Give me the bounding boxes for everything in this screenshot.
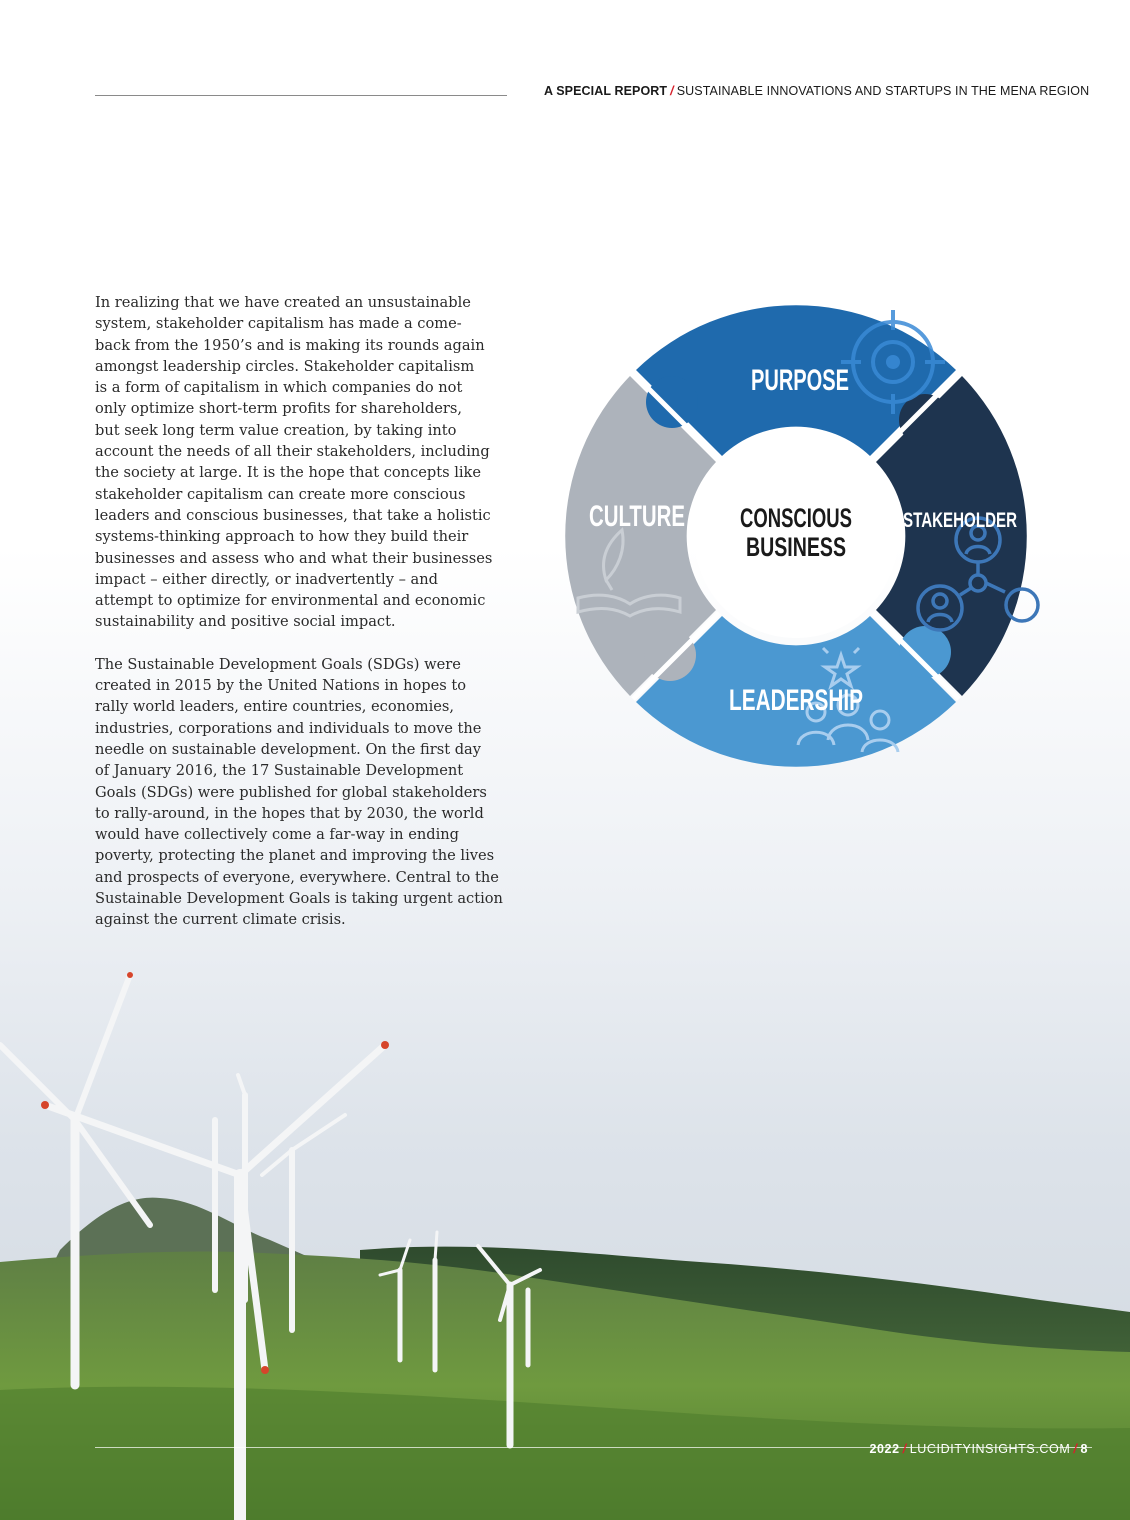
- text-line: sustainability and positive social impact.: [95, 613, 396, 631]
- text-line: Goals (SDGs) were published for global stakeholders: [95, 783, 487, 801]
- text-line: of January 2016, the 17 Sustainable Development: [95, 762, 464, 780]
- stakeholder-label: STAKEHOLDER: [903, 509, 1017, 532]
- purpose-label: PURPOSE: [751, 364, 849, 397]
- text-line: The Sustainable Development Goals (SDGs) were: [95, 655, 461, 673]
- text-line: industries, corporations and individuals to move the: [95, 719, 482, 737]
- text-line: against the current climate crisis.: [95, 911, 346, 929]
- text-line: systems-thinking approach to how they build their: [95, 528, 469, 546]
- text-line: impact – either directly, or inadvertently – and: [95, 570, 438, 588]
- leadership-label: LEADERSHIP: [729, 684, 863, 717]
- text-line: Sustainable Development Goals is taking urgent action: [95, 890, 503, 908]
- text-line: the society at large. It is the hope that concepts like: [95, 464, 482, 482]
- text-line: leaders and conscious businesses, that take a holistic: [95, 506, 491, 524]
- footer-site: LUCIDITYINSIGHTS.COM: [909, 1442, 1071, 1456]
- leadership-knob: [899, 626, 951, 678]
- stakeholder-knob: [899, 394, 951, 446]
- text-line: to rally-around, in the hopes that by 2030, the world: [95, 804, 484, 822]
- header-rule: [95, 95, 507, 96]
- text-line: In realizing that we have created an unsustainable: [95, 294, 471, 311]
- text-line: poverty, protecting the planet and improving the lives: [95, 847, 495, 865]
- conscious-business-diagram: [560, 300, 1032, 772]
- text-line: would have collectively come a far-way in ending: [95, 826, 460, 844]
- footer-year: 2022: [869, 1442, 900, 1456]
- text-line: stakeholder capitalism can create more conscious: [95, 485, 466, 503]
- text-line: only optimize short-term profits for shareholders,: [95, 400, 463, 418]
- text-line: businesses and assess who and what their businesses: [95, 549, 493, 567]
- text-line: account the needs of all their stakeholders, including: [95, 443, 490, 461]
- paragraph-1: [95, 292, 515, 633]
- culture-label: CULTURE: [589, 500, 685, 533]
- page-footer: [869, 1442, 1088, 1456]
- running-header: [544, 84, 1089, 98]
- report-label: A SPECIAL REPORT: [544, 84, 668, 98]
- center-label-line2: BUSINESS: [746, 532, 846, 562]
- slash-divider: /: [670, 84, 674, 98]
- text-line: but seek long term value creation, by taking into: [95, 421, 457, 439]
- text-line: needle on sustainable development. On the first day: [95, 740, 481, 758]
- page-number: 8: [1080, 1442, 1088, 1456]
- purpose-knob: [646, 376, 698, 428]
- text-line: system, stakeholder capitalism has made a come-: [95, 315, 462, 333]
- text-line: attempt to optimize for environmental and economic: [95, 592, 486, 610]
- text-line: created in 2015 by the United Nations in hopes to: [95, 677, 467, 695]
- center-label-line1: CONSCIOUS: [740, 503, 852, 533]
- article-body: [95, 292, 515, 952]
- text-line: amongst leadership circles. Stakeholder capitalism: [95, 357, 475, 375]
- slash-divider: /: [902, 1442, 907, 1456]
- text-line: back from the 1950’s and is making its rounds again: [95, 336, 485, 354]
- culture-knob: [644, 629, 696, 681]
- paragraph-2: [95, 654, 515, 931]
- text-line: rally world leaders, entire countries, economies,: [95, 698, 455, 716]
- slash-divider: /: [1073, 1442, 1078, 1456]
- text-line: is a form of capitalism in which companies do not: [95, 379, 463, 397]
- report-title: SUSTAINABLE INNOVATIONS AND STARTUPS IN THE MENA REGION: [676, 84, 1090, 98]
- text-line: and prospects of everyone, everywhere. Central to the: [95, 868, 499, 886]
